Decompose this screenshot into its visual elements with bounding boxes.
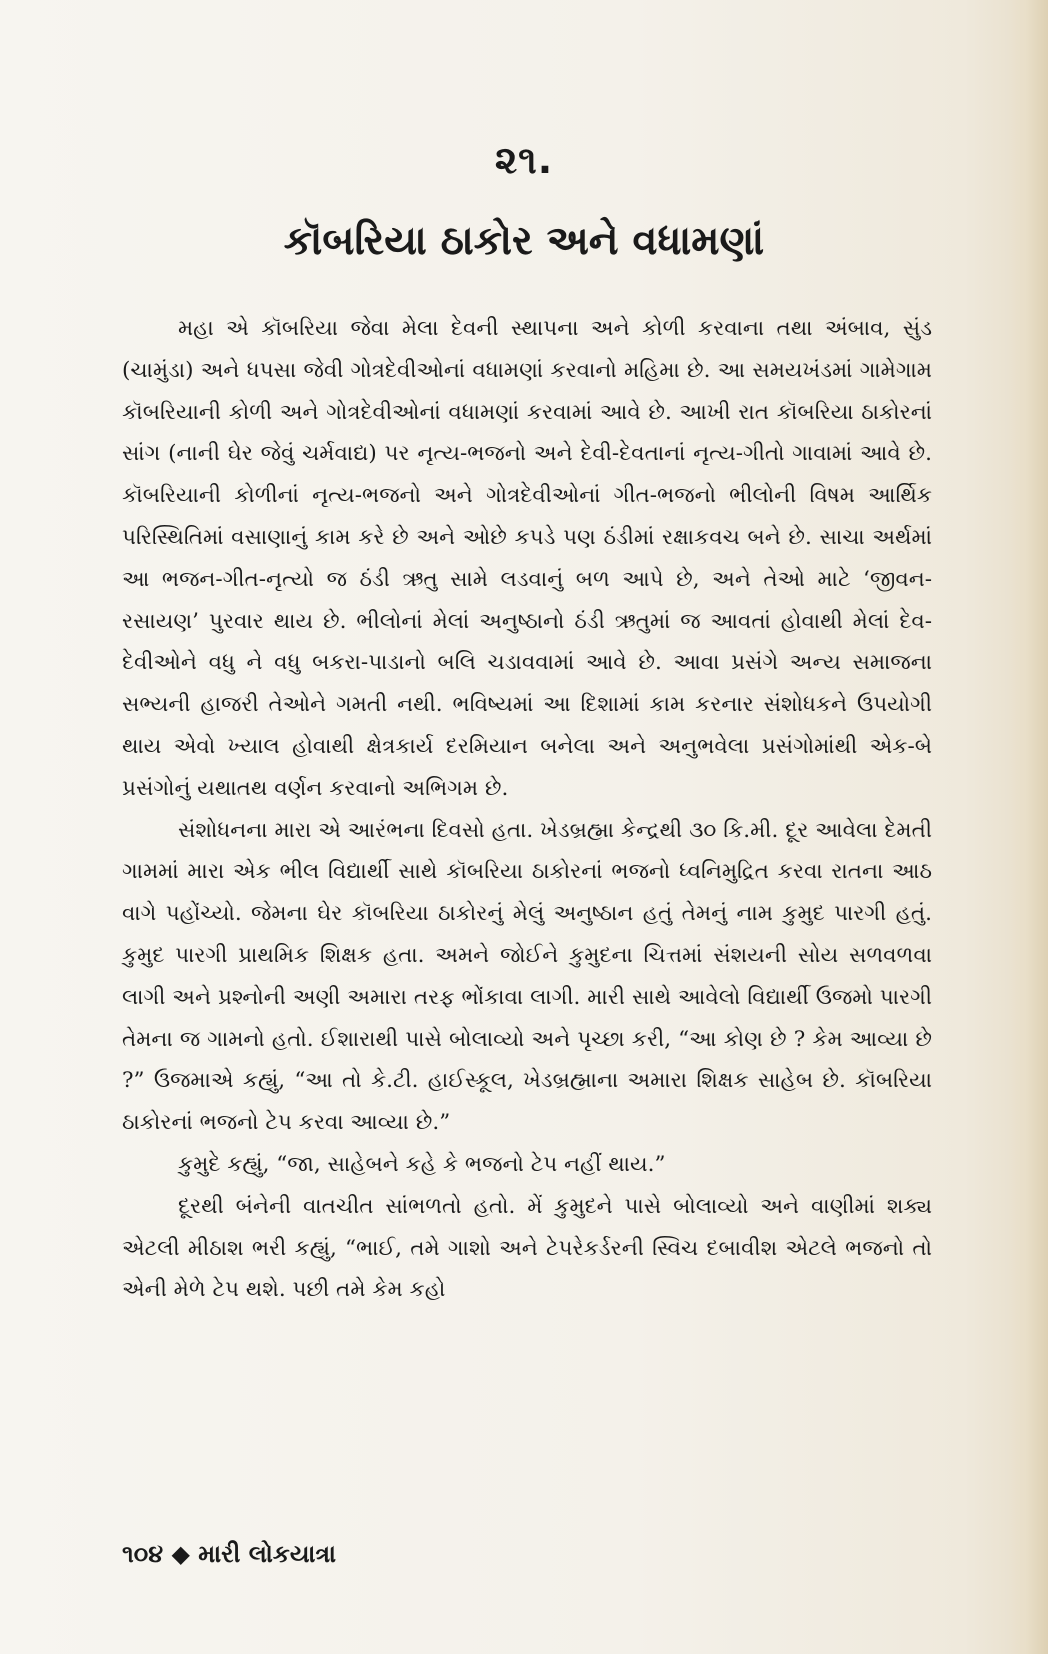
- paragraph-conversation: દૂરથી બંનેની વાતચીત સાંભળતો હતો. મેં કુમુદને પાસે બોલાવ્યો અને વાણીમાં શક્ય એટલી મીઠાશ ભરી કહ્યું, “ભાઈ, તમે ગાશો અને ટેપરેકર્ડરની સ્વિચ દબાવીશ એટલે ભજનો તો એની મેળે ટેપ થશે. પછી તમે કેમ કહો: [122, 1193, 932, 1303]
- paragraph-intro: મહા એ કૉબરિયા જેવા મેલા દેવની સ્થાપના અને કોળી કરવાના તથા અંબાવ, સુંડ (ચામુંડા) અને ધપસા જેવી ગોત્રદેવીઓનાં વધામણાં કરવાનો મહિમા છે. આ સમયખંડમાં ગામેગામ કૉબરિયાની કોળી અને ગોત્રદેવીઓનાં વધામણાં કરવામાં આવે છે. આખી રાત કૉબરિયા ઠાકોરનાં સાંગ (નાની ઘેર જેવું ચર્મવાદ્ય) પર નૃત્ય-ભજનો અને દેવી-દેવતાનાં નૃત્ય-ગીતો ગાવામાં આવે છે. કૉબરિયાની કોળીનાં નૃત્ય-ભજનો અને ગોત્રદેવીઓનાં ગીત-ભજનો ભીલોની વિષમ આર્થિક પરિસ્થિતિમાં વસાણાનું કામ કરે છે અને ઓછે કપડે પણ ઠંડીમાં રક્ષાકવચ બને છે. સાચા અર્થમાં આ ભજન-ગીત-નૃત્યો જ ઠંડી ઋતુ સામે લડવાનું બળ આપે છે, અને તેઓ માટે ‘જીવન-રસાયણ’ પુરવાર થાય છે. ભીલોનાં મેલાં અનુષ્ઠાનો ઠંડી ઋતુમાં જ આવતાં હોવાથી મેલાં દેવ-દેવીઓને વધુ ને વધુ બકરા-પાડાનો બલિ ચડાવવામાં આવે છે. આવા પ્રસંગે અન્ય સમાજના સભ્યની હાજરી તેઓને ગમતી નથી. ભવિષ્યમાં આ દિશામાં કામ કરનાર સંશોધકને ઉપયોગી થાય એવો ખ્યાલ હોવાથી ક્ષેત્રકાર્ય દરમિયાન બનેલા અને અનુભવેલા પ્રસંગોમાંથી એક-બે પ્રસંગોનું યથાતથ વર્ણન કરવાનો અભિગમ છે.: [122, 316, 932, 801]
- page-number: ૧૦૪: [122, 1540, 164, 1568]
- chapter-number: ૨૧.: [494, 138, 554, 182]
- diamond-separator-icon: ◆: [171, 1540, 190, 1568]
- chapter-title: કૉબરિયા ઠાકોર અને વધામણાં: [283, 218, 765, 264]
- paragraph-research: સંશોધનના મારા એ આરંભના દિવસો હતા. ખેડબ્રહ્મા કેન્દ્રથી ૩૦ કિ.મી. દૂર આવેલા દેમતી ગામમાં મારા એક ભીલ વિદ્યાર્થી સાથે કૉબરિયા ઠાકોરનાં ભજનો ધ્વનિમુદ્રિત કરવા રાતના આઠ વાગે પહોંચ્યો. જેમના ઘેર કૉબરિયા ઠાકોરનું મેલું અનુષ્ઠાન હતું તેમનું નામ કુમુદ પારગી હતું. કુમુદ પારગી પ્રાથમિક શિક્ષક હતા. અમને જોઈને કુમુદના ચિત્તમાં સંશયની સોય સળવળવા લાગી અને પ્રશ્નોની અણી અમારા તરફ ભોંકાવા લાગી. મારી સાથે આવેલો વિદ્યાર્થી ઉજમો પારગી તેમના જ ગામનો હતો. ઈશારાથી પાસે બોલાવ્યો અને પૃચ્છા કરી, “આ કોણ છે ? કેમ આવ્યા છે ?” ઉજમાએ કહ્યું, “આ તો કે.ટી. હાઈસ્કૂલ, ખેડબ્રહ્માના અમારા શિક્ષક સાહેબ છે. કૉબરિયા ઠાકોરનાં ભજનો ટેપ કરવા આવ્યા છે.”: [122, 817, 932, 1136]
- page-footer: [122, 1540, 336, 1568]
- body-text: [122, 308, 932, 1311]
- book-title: મારી લોકયાત્રા: [198, 1540, 336, 1568]
- paragraph-kumud-reply: કુમુદે કહ્યું, “જા, સાહેબને કહે કે ભજનો ટેપ નહીં થાય.”: [178, 1151, 666, 1177]
